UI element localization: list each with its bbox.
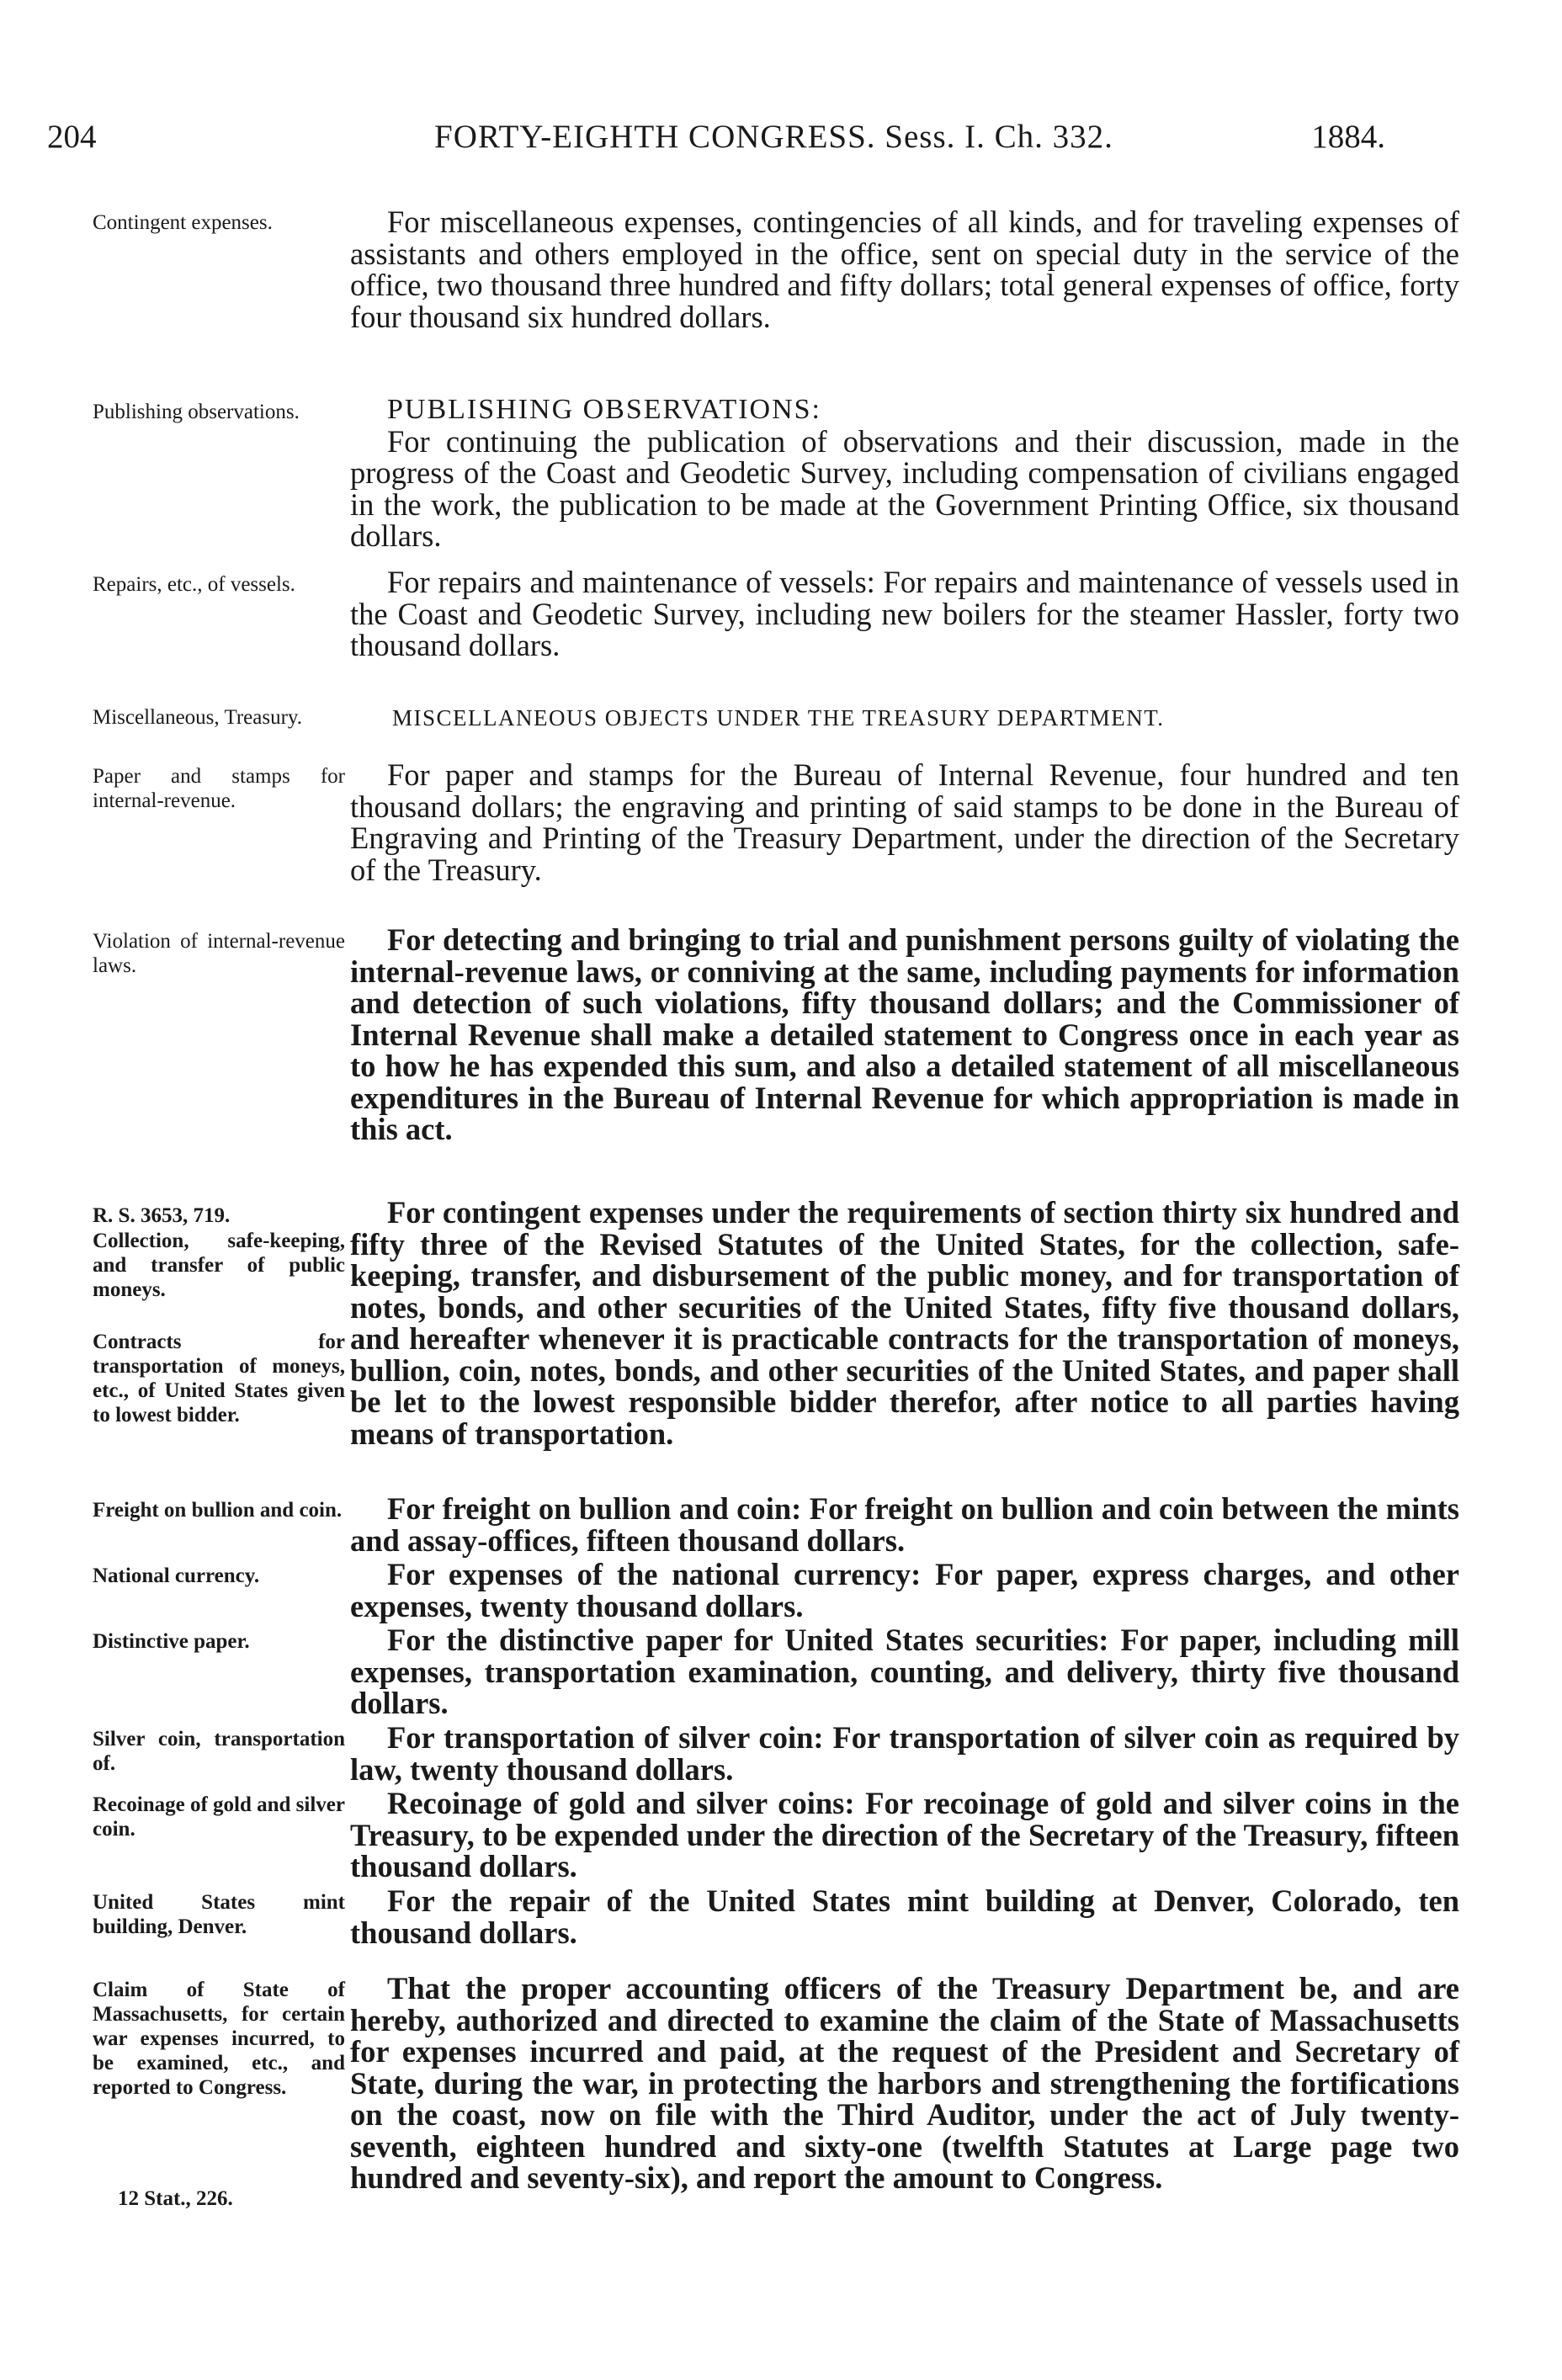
- margin-note: Miscellaneous, Treasury.: [93, 706, 303, 729]
- page-number: 204: [47, 119, 97, 155]
- margin-note: Contingent expenses.: [93, 211, 273, 234]
- margin-note: Recoinage of gold and silver coin.: [93, 1793, 345, 1841]
- paragraph: For detecting and bringing to trial and punishment persons guilty of violating the internal-revenue laws, or conniving at the same, including payments for information and detection of such violations, fifty thousand dollars; and the Commissioner of Internal Revenue shall make a detailed statement to Congress once in each year as to how he has expended this sum, and also a detailed statement of all miscellaneous expenditures in the Bureau of Internal Revenue for which appropriation is made in this act.: [350, 922, 1459, 1146]
- paragraph: For freight on bullion and coin: For freight on bullion and coin between the mints and assay-offices, fifteen thousand dollars.: [350, 1491, 1459, 1558]
- paragraph: For transportation of silver coin: For transportation of silver coin as required by law, twenty thousand dollars.: [350, 1720, 1459, 1787]
- margin-note: Violation of internal-revenue laws.: [93, 930, 345, 977]
- margin-note: United States mint building, Denver.: [93, 1891, 345, 1938]
- paragraph: For expenses of the national currency: For paper, express charges, and other expenses, twenty thousand dollars.: [350, 1557, 1459, 1623]
- margin-note: Claim of State of Massachusetts, for certain war expenses incurred, to be examined, etc., and reported to Congress.: [93, 1979, 345, 2099]
- paragraph: Recoinage of gold and silver coins: For recoinage of gold and silver coins in the Treasury, to be expended under the direction of the Secretary of the Treasury, fifteen thousand dollars.: [350, 1786, 1459, 1883]
- paragraph: For the distinctive paper for United States securities: For paper, including mill expenses, transportation examination, counting, and delivery, thirty five thousand dollars.: [350, 1623, 1459, 1720]
- margin-note: Silver coin, transportation of.: [93, 1728, 345, 1775]
- section-heading: PUBLISHING OBSERVATIONS:: [387, 394, 821, 425]
- paragraph: For continuing the publication of observations and their discussion, made in the progress of the Coast and Geodetic Survey, including compensation of civilians engaged in the work, the publication to be made at the Government Printing Office, six thousand dollars.: [350, 423, 1459, 553]
- paragraph: That the proper accounting officers of the Treasury Department be, and are hereby, authorized and directed to examine the claim of the State of Massachusetts for expenses incurred and paid, at the request of the President and Secretary of State, during the war, in protecting the harbors and strengthening the fortifications on the coast, now on file with the Third Auditor, under the act of July twenty-seventh, eighteen hundred and sixty-one (twelfth Statutes at Large page two hundred and seventy-six), and report the amount to Congress.: [350, 1971, 1459, 2195]
- margin-note: Contracts for transportation of moneys, etc., of United States given to lowest bidder.: [93, 1331, 345, 1426]
- running-title: FORTY-EIGHTH CONGRESS. Sess. I. Ch. 332.: [434, 119, 1113, 155]
- margin-note: Paper and stamps for internal-revenue.: [93, 765, 345, 812]
- paragraph: For the repair of the United States mint building at Denver, Colorado, ten thousand dollars.: [350, 1883, 1459, 1950]
- paragraph: For miscellaneous expenses, contingencies of all kinds, and for traveling expenses of assistants and others employed in the office, sent on special duty in the service of the office, two thousand three hundred and fifty dollars; total general expenses of office, forty four thousand six hundred dollars.: [350, 205, 1459, 334]
- margin-note-citation: 12 Stat., 226.: [118, 2187, 233, 2210]
- paragraph: For repairs and maintenance of vessels: For repairs and maintenance of vessels used in the Coast and Geodetic Survey, including new boilers for the steamer Hassler, forty two thousand dollars.: [350, 565, 1459, 662]
- margin-note: Freight on bullion and coin.: [93, 1499, 343, 1522]
- header-year: 1884.: [1311, 119, 1385, 155]
- paragraph: For paper and stamps for the Bureau of Internal Revenue, four hundred and ten thousand dollars; the engraving and printing of said stamps to be done in the Bureau of Engraving and Printing of the Treasury Department, under the direction of the Secretary of the Treasury.: [350, 757, 1459, 887]
- running-header: [47, 118, 1385, 168]
- margin-note: Collection, safe-keeping, and transfer of public moneys.: [93, 1230, 345, 1301]
- paragraph: For contingent expenses under the requirements of section thirty six hundred and fifty three of the Revised Statutes of the United States, for the collection, safe-keeping, transfer, and disbursement of the public money, and for transportation of notes, bonds, and other securities of the United States, fifty five thousand dollars, and hereafter whenever it is practicable contracts for the transportation of moneys, bullion, coin, notes, bonds, and other securities of the United States, and paper shall be let to the lowest responsible bidder therefor, after notice to all parties having means of transportation.: [350, 1195, 1459, 1451]
- margin-note: Distinctive paper.: [93, 1630, 250, 1653]
- margin-note: National currency.: [93, 1565, 260, 1587]
- margin-note-citation: R. S. 3653, 719.: [93, 1204, 231, 1227]
- margin-note: Repairs, etc., of vessels.: [93, 573, 295, 596]
- margin-note: Publishing observations.: [93, 401, 300, 423]
- section-heading: MISCELLANEOUS OBJECTS UNDER THE TREASURY DEPARTMENT.: [392, 705, 1165, 730]
